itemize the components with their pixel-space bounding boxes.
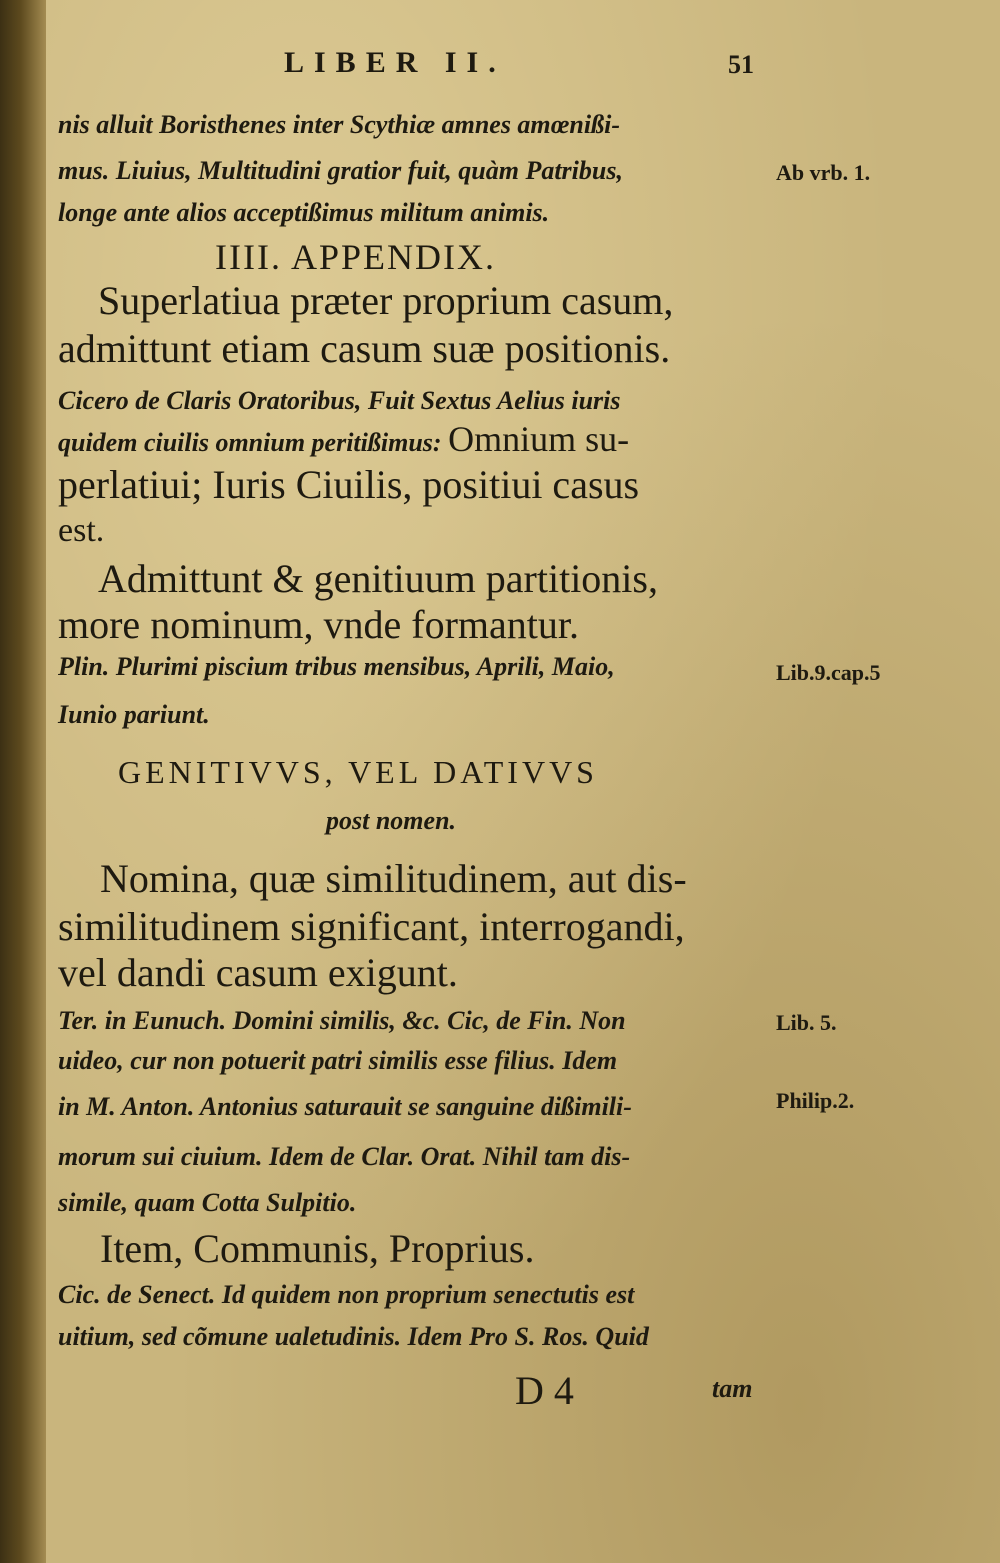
text-line: nis alluit Boristhenes inter Scythiæ amnes amœnißi- [58, 110, 620, 139]
text-line: Superlatiua præter proprium casum, [98, 278, 674, 323]
text-line: uideo, cur non potuerit patri similis esse filius. Idem [58, 1046, 618, 1075]
catchword: tam [712, 1374, 753, 1403]
text-line: longe ante alios acceptißimus militum animis. [58, 198, 550, 227]
text-run-italic: quidem ciuilis omnium peritißimus: [58, 428, 449, 457]
running-head: LIBER II. [284, 46, 506, 79]
text-line: more nominum, vnde formantur. [58, 602, 580, 647]
text-line: morum sui ciuium. Idem de Clar. Orat. Nihil tam dis- [58, 1142, 631, 1171]
signature-mark: D 4 [515, 1368, 574, 1413]
text-line: Admittunt & genitiuum partitionis, [98, 556, 658, 601]
text-line: mus. Liuius, Multitudini gratior fuit, quàm Patribus, [58, 156, 623, 185]
text-line: vel dandi casum exigunt. [58, 950, 458, 995]
text-line: Ter. in Eunuch. Domini similis, &c. Cic, de Fin. Non [58, 1006, 626, 1035]
text-line: uitium, sed cõmune ualetudinis. Idem Pro S. Ros. Quid [58, 1322, 649, 1351]
text-run-roman: Omnium su- [448, 419, 630, 459]
text-line: Plin. Plurimi piscium tribus mensibus, Aprili, Maio, [58, 652, 615, 681]
text-line: simile, quam Cotta Sulpitio. [58, 1188, 357, 1217]
section-heading: GENITIVVS, VEL DATIVVS [118, 754, 598, 790]
text-line: in M. Anton. Antonius saturauit se sanguine dißimili- [58, 1092, 632, 1121]
text-line [58, 418, 629, 468]
text-line: Item, Communis, Proprius. [100, 1226, 535, 1271]
text-line: admittunt etiam casum suæ positionis. [58, 326, 671, 371]
margin-note: Ab vrb. 1. [776, 160, 871, 185]
margin-note: Lib.9.cap.5 [776, 660, 881, 685]
section-heading: IIII. APPENDIX. [215, 237, 496, 277]
text-line: Cicero de Claris Oratoribus, Fuit Sextus Aelius iuris [58, 386, 621, 415]
page-number: 51 [728, 50, 754, 79]
margin-note: Lib. 5. [776, 1010, 837, 1035]
text-line: Cic. de Senect. Id quidem non proprium senectutis est [58, 1280, 635, 1309]
page-gutter [0, 0, 46, 1563]
text-line: similitudinem significant, interrogandi, [58, 904, 685, 949]
text-line: perlatiui; Iuris Ciuilis, positiui casus [58, 462, 640, 507]
text-line: Iunio pariunt. [58, 700, 210, 729]
text-line: Nomina, quæ similitudinem, aut dis- [100, 856, 687, 901]
text-line: est. [58, 512, 105, 549]
section-subheading: post nomen. [326, 806, 457, 835]
margin-note: Philip.2. [776, 1088, 855, 1113]
